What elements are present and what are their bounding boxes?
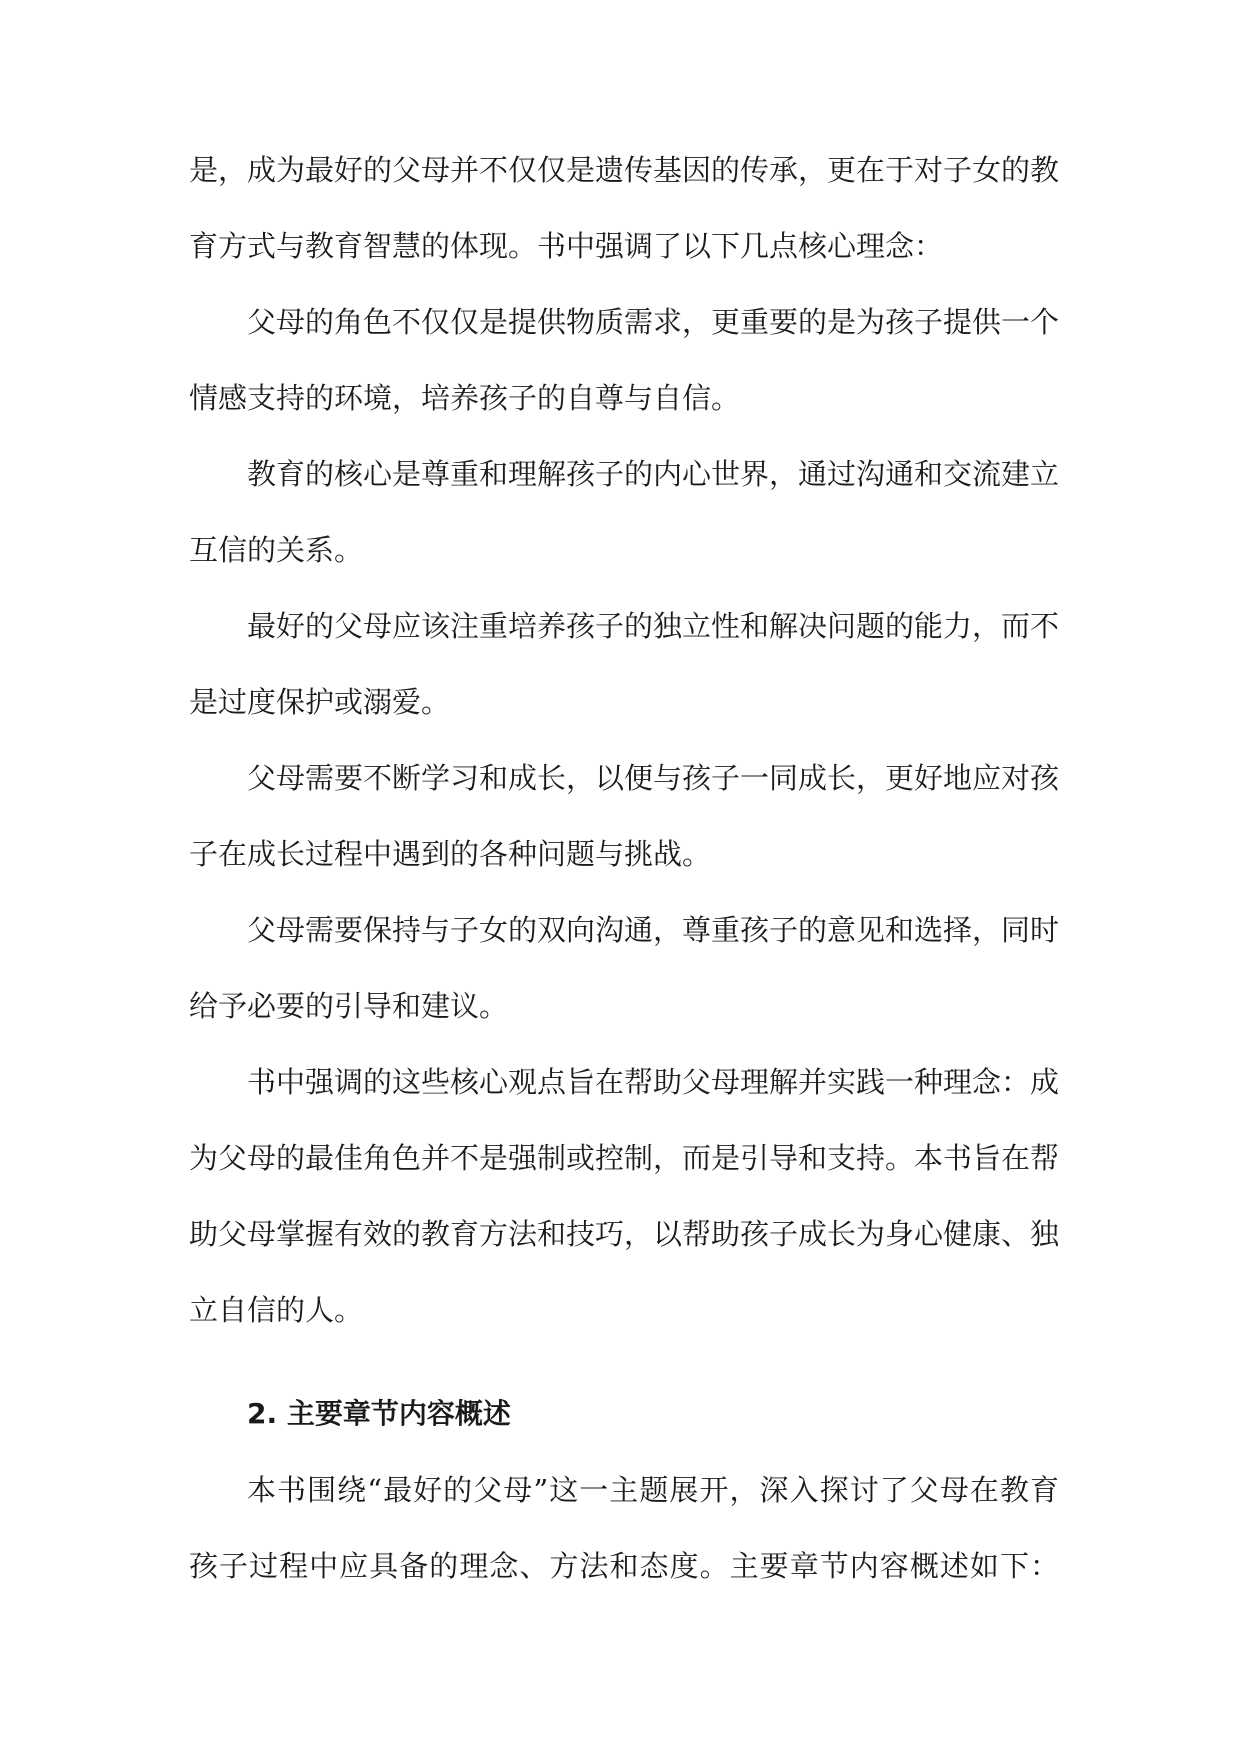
text-line: 是过度保护或溺爱。	[189, 685, 451, 719]
text-line: 父母需要保持与子女的双向沟通，尊重孩子的意见和选择，同时	[247, 913, 1060, 947]
text-line: 立自信的人。	[189, 1293, 364, 1327]
section-heading: 2. 主要章节内容概述	[247, 1397, 511, 1430]
text-line: 互信的关系。	[189, 533, 364, 567]
text-line: 子在成长过程中遇到的各种问题与挑战。	[189, 837, 712, 871]
text-line: 书中强调的这些核心观点旨在帮助父母理解并实践一种理念：成	[247, 1065, 1060, 1099]
text-line: 为父母的最佳角色并不是强制或控制，而是引导和支持。本书旨在帮	[189, 1141, 1060, 1175]
text-line: 教育的核心是尊重和理解孩子的内心世界，通过沟通和交流建立	[247, 457, 1060, 491]
text-line: 最好的父母应该注重培养孩子的独立性和解决问题的能力，而不	[247, 609, 1060, 643]
text-line: 育方式与教育智慧的体现。书中强调了以下几点核心理念：	[189, 229, 944, 263]
text-line: 是，成为最好的父母并不仅仅是遗传基因的传承，更在于对子女的教	[189, 153, 1060, 187]
text-line: 情感支持的环境，培养孩子的自尊与自信。	[189, 381, 741, 415]
text-line: 父母的角色不仅仅是提供物质需求，更重要的是为孩子提供一个	[247, 305, 1060, 339]
text-line: 父母需要不断学习和成长，以便与孩子一同成长，更好地应对孩	[247, 761, 1060, 795]
text-line: 孩子过程中应具备的理念、方法和态度。主要章节内容概述如下：	[189, 1549, 1059, 1583]
text-line: 助父母掌握有效的教育方法和技巧，以帮助孩子成长为身心健康、独	[189, 1217, 1060, 1251]
text-line: 本书围绕“最好的父母”这一主题展开，深入探讨了父母在教育	[247, 1473, 1059, 1507]
text-line: 给予必要的引导和建议。	[189, 989, 509, 1023]
